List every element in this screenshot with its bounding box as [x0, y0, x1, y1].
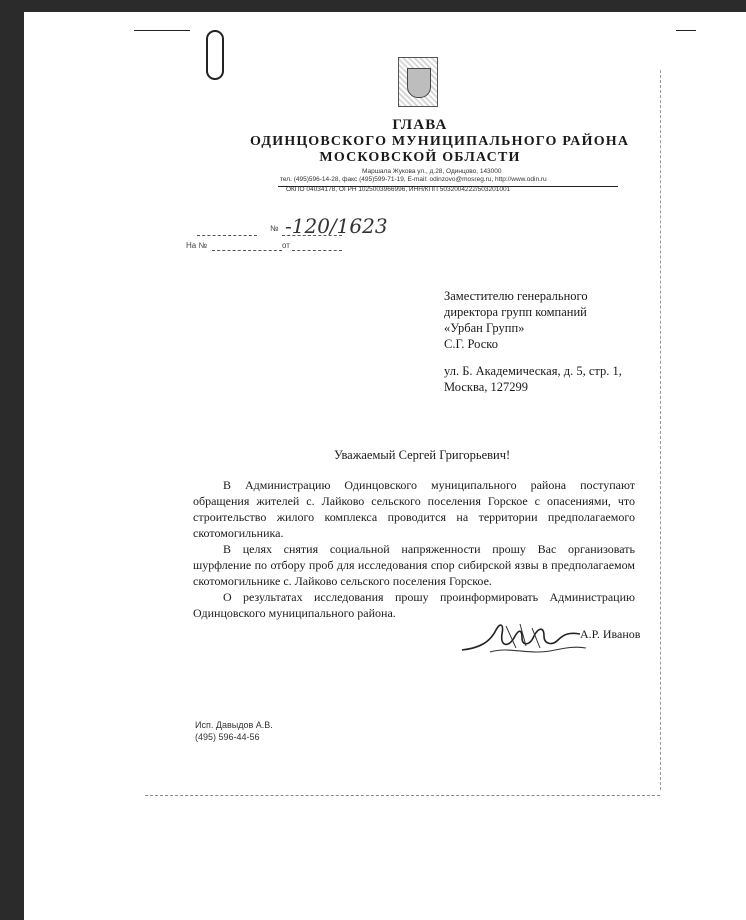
- addressee-city: Москва, 127299: [444, 380, 529, 394]
- edge-mark-right: [676, 30, 696, 31]
- header-region: МОСКОВСКОЙ ОБЛАСТИ: [319, 150, 521, 165]
- scan-edge-bottom: [145, 795, 660, 796]
- addressee-name: С.Г. Роско: [444, 337, 498, 351]
- salutation: Уважаемый Сергей Григорьевич!: [334, 448, 511, 462]
- coat-of-arms-icon: [398, 57, 438, 107]
- reference-label: На №: [186, 241, 208, 250]
- edge-mark-left: [134, 30, 190, 31]
- signatory-name: А.Р. Иванов: [580, 627, 641, 641]
- reference-date-line: [292, 250, 342, 251]
- handwritten-signature-icon: [460, 612, 590, 660]
- executor-name: Исп. Давыдов А.В.: [195, 720, 273, 730]
- shield-icon: [407, 68, 431, 98]
- scan-border-left: [0, 0, 24, 920]
- number-prefix: №: [270, 224, 279, 233]
- header-contacts: тел. (495)596-14-28, факс (495)599-71-19, E-mail: odinzovo@mosreg.ru, http://www.odin.ru: [280, 176, 547, 183]
- body-paragraph-2: В целях снятия социальной напряженности прошу Вас организовать шурфление по отбору проб для исследования спор сибирской язвы в предполагаемом скотомогильнике с. Лайково сельского поселения Горское.: [193, 542, 635, 588]
- addressee-company: «Урбан Групп»: [444, 321, 525, 335]
- addressee-street: ул. Б. Академическая, д. 5, стр. 1,: [444, 364, 622, 378]
- body-paragraph-1: В Администрацию Одинцовского муниципального района поступают обращения жителей с. Лайково сельского поселения Горское с опасениями, что строительство жилого комплекса проводится на территории предполагаемого скотомогильника.: [193, 478, 635, 540]
- letter-body: [193, 477, 635, 621]
- outgoing-number: -120/1623: [285, 214, 388, 238]
- body-paragraph-3: О результатах исследования прошу проинформировать Администрацию Одинцовского муниципального района.: [193, 590, 635, 620]
- addressee-line-2: директора групп компаний: [444, 305, 587, 319]
- paper-clip-icon: [206, 30, 224, 80]
- header-title: ГЛАВА: [392, 117, 448, 133]
- reference-from: от: [282, 241, 290, 250]
- header-codes: ОКПО 04034178, ОГРН 1025003966996, ИНН/КПП 5032004222/503201001: [286, 186, 511, 193]
- date-line: [197, 235, 257, 236]
- executor-phone: (495) 596-44-56: [195, 732, 260, 742]
- scan-border-top: [24, 0, 746, 12]
- reference-line: [212, 250, 282, 251]
- header-district: ОДИНЦОВСКОГО МУНИЦИПАЛЬНОГО РАЙОНА: [250, 134, 630, 149]
- header-address: Маршала Жукова ул., д.28, Одинцово, 143000: [362, 168, 502, 175]
- scan-edge-right: [660, 70, 661, 790]
- addressee-line-1: Заместителю генерального: [444, 289, 588, 303]
